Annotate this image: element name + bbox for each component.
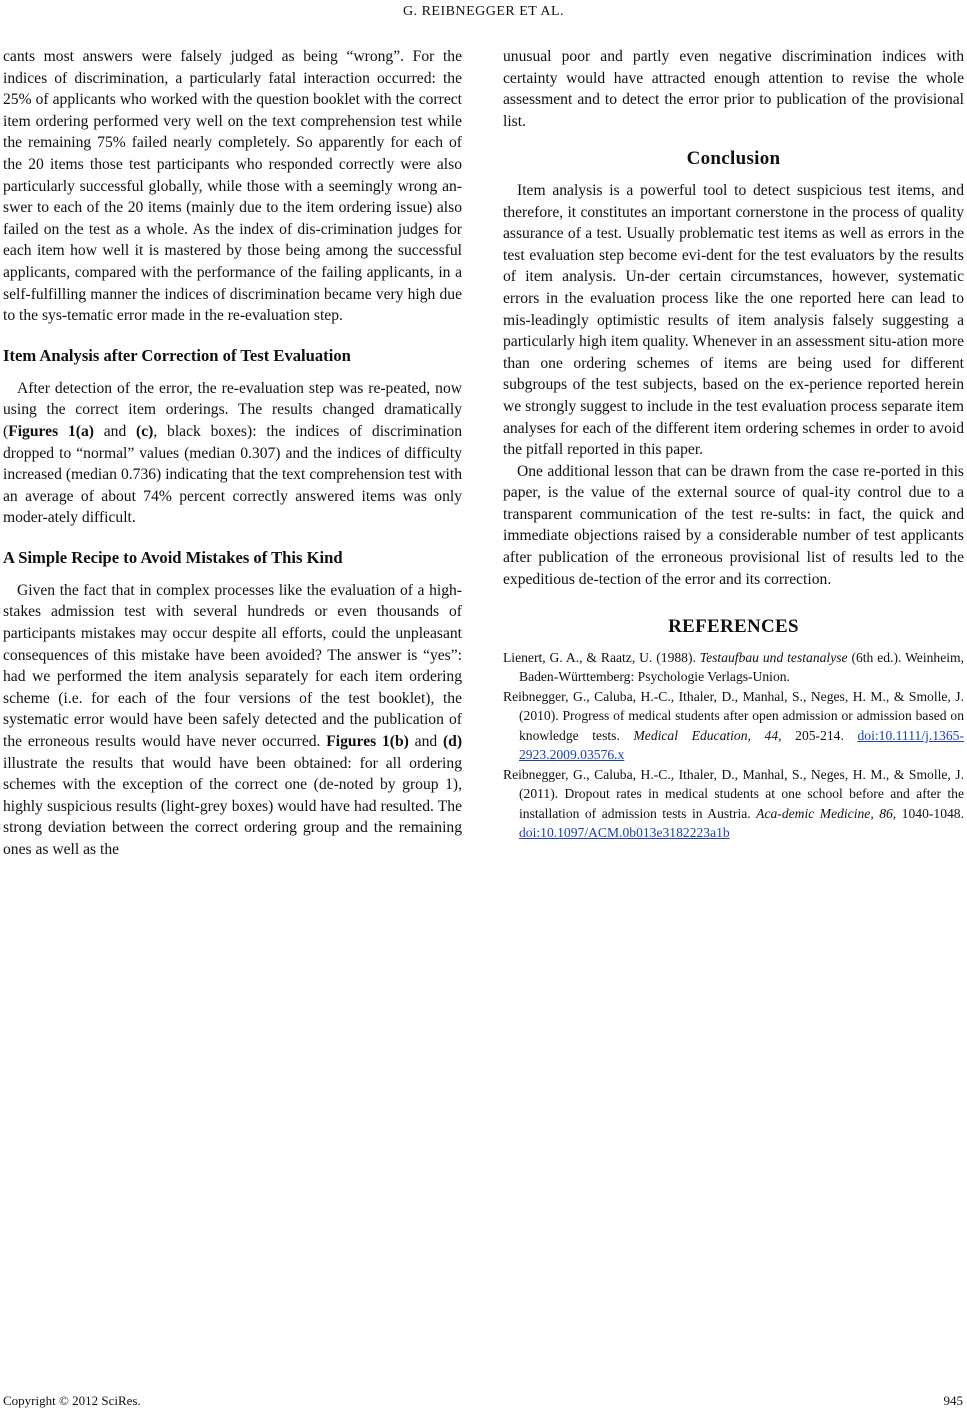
figure-ref: Figures 1(a) bbox=[8, 422, 94, 440]
section-heading-references: REFERENCES bbox=[668, 616, 799, 638]
figure-ref: Figures 1(b) bbox=[326, 733, 409, 751]
ref-journal: Medical Education, 44, bbox=[633, 727, 782, 743]
paragraph: Item analysis is a powerful tool to detect suspicious test items, and therefore, it constitutes an important cornerstone in the process of quality assurance of a test. Usually problematic test items as well as errors in the test evaluation step become evi-dent for the test evaluators by the results of item analysis. Un-der certain circumstances, however, systematic errors in the evaluation process like the one reported here can lead to mis-leadingly optimistic results of item analysis falsely suggesting a particularly high item quality. Whenever in an assessment situ-ation more than one ordering schemes of items are being used for different subgroups of the test subjects, based on the ex-perience reported herein we strongly suggest to include in the test evaluation process separate item analyses for each of the different item ordering schemes in order to avoid the pitfall reported in this paper. bbox=[503, 181, 964, 459]
section-heading-recipe: A Simple Recipe to Avoid Mistakes of This Kind bbox=[3, 547, 343, 567]
figure-ref: (c) bbox=[136, 422, 154, 440]
section-heading-conclusion: Conclusion bbox=[686, 148, 781, 170]
reference-entry bbox=[503, 687, 964, 765]
page-number: 945 bbox=[943, 1393, 963, 1408]
paragraph: unusual poor and partly even negative discrimination indices with certainty would have attracted enough attention to revise the whole assessment and to detect the error prior to publication of the provisional list. bbox=[503, 48, 964, 130]
paragraph bbox=[3, 378, 462, 529]
text: After detection of the error, the re-evaluation step was re-peated, now using the correct item orderings. The results changed dramatically ( bbox=[3, 379, 462, 440]
paragraph: One additional lesson that can be drawn from the case re-ported in this paper, is the value of the external source of qual-ity control due to a transparent communication of the test re-sults: in fact, the quick and immediate objections raised by a considerable number of test applicants after publication of the erroneous provisional list of results led to the expeditious de-tection of the error and its correction. bbox=[503, 462, 964, 588]
ref-text: 1040-1048. bbox=[896, 805, 964, 821]
ref-title: Testaufbau und testanalyse bbox=[699, 649, 848, 665]
figure-ref: (d) bbox=[442, 733, 463, 751]
paragraph bbox=[3, 580, 462, 861]
doi-link[interactable]: doi:10.1097/ACM.0b013e3182223a1b bbox=[519, 825, 730, 841]
running-header: G. REIBNEGGER ET AL. bbox=[402, 4, 564, 19]
left-column bbox=[3, 46, 462, 861]
text: and bbox=[408, 733, 443, 751]
ref-text: Lienert, G. A., & Raatz, U. (1988). bbox=[503, 649, 700, 665]
doi-link[interactable]: doi:10.1111/j.1365-2923.2009.03576.x bbox=[519, 727, 964, 763]
text: Given the fact that in complex processes like the evaluation of a high-stakes admission test with several hundreds or even thousands of participants mistakes may occur despite all efforts, could the unpleasant consequences of this mistake have been avoided? The answer is “yes”: had we performed the item analysis separately for each item ordering scheme (i.e. for each of the four versions of the test booklet), the systematic error would have been safely detected and the publication of the erroneous results would have never occurred. bbox=[3, 581, 462, 751]
reference-entry bbox=[503, 765, 964, 843]
right-column bbox=[503, 46, 964, 843]
text: illustrate the results that would have been obtained: for all ordering schemes with the exception of the correct one (de-noted by group 1), highly suspicious results (light-grey boxes) would have had resulted. The strong deviation between the correct ordering group and the remaining ones as well as the bbox=[3, 754, 462, 858]
ref-journal: Aca-demic Medicine, 86, bbox=[756, 805, 897, 821]
text: , black boxes): the indices of discrimination dropped to “normal” values (median 0.307) and the indices of difficulty increased (median 0.736) indicating that the text comprehension test with an average of about 74% percent correctly answered items was only moder-ately difficult. bbox=[3, 422, 462, 527]
ref-text: Reibnegger, G., Caluba, H.-C., Ithaler, D., Manhal, S., Neges, H. M., & Smolle, J. (2010). Progress of medical students after open admission or admission based on knowledge tests. bbox=[503, 688, 964, 743]
paragraph: cants most answers were falsely judged as being “wrong”. For the indices of discrimination, a particularly fatal interaction occurred: the 25% of applicants who worked with the question booklet with the correct item ordering performed very well on the text comprehension test while the remaining 75% failed nearly completely. So apparently for each of the 20 items those test participants who responded correctly were also particularly successful globally, while those with a seemingly wrong an-swer to each of the 20 items (mainly due to the item ordering issue) also failed on the test as a whole. As the index of dis-crimination judges for each item how well it is mastered by those being among the successful applicants, compared with the performance of the failing applicants, in a self-fulfilling manner the indices of discrimination became very high due to the sys-tematic error made in the re-evaluation step. bbox=[3, 48, 462, 325]
ref-text: (6th ed.). Weinheim, Baden-Württemberg: Psychologie Verlags-Union. bbox=[519, 649, 964, 685]
reference-entry bbox=[503, 648, 964, 687]
ref-text: 205-214. bbox=[781, 727, 858, 743]
text: and bbox=[93, 422, 137, 440]
section-heading-item-analysis: Item Analysis after Correction of Test Evaluation bbox=[3, 345, 351, 365]
copyright-footer: Copyright © 2012 SciRes. bbox=[3, 1393, 141, 1408]
ref-text: Reibnegger, G., Caluba, H.-C., Ithaler, D., Manhal, S., Neges, H. M., & Smolle, J. (2011). Dropout rates in medical students at one school before and after the installation of admission tests in Austria. bbox=[503, 766, 964, 821]
